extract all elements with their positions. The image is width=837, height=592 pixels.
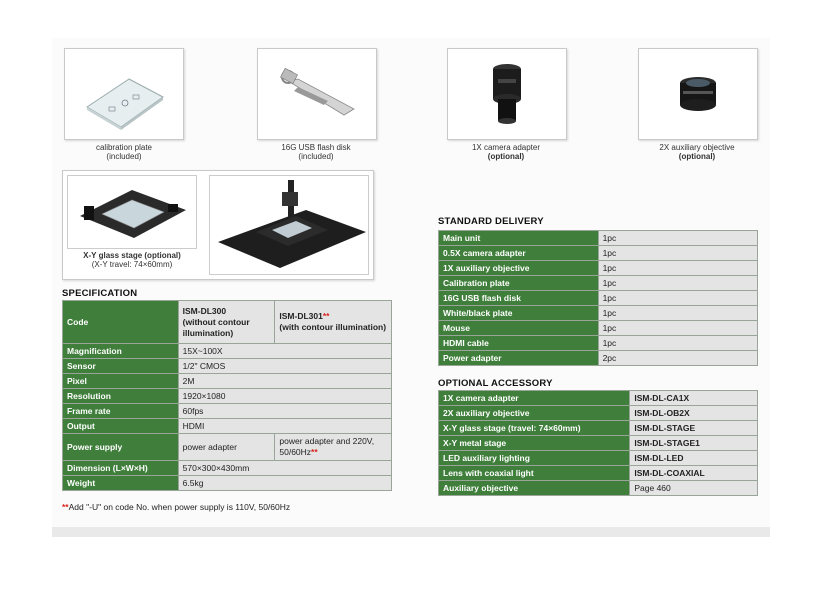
accessory-row bbox=[439, 466, 758, 481]
calibration-plate-image bbox=[65, 49, 183, 139]
delivery-item: Mouse bbox=[439, 321, 599, 336]
accessory-code: ISM-DL-OB2X bbox=[630, 406, 758, 421]
spec-label-power: Power supply bbox=[63, 434, 179, 461]
spec-row-power bbox=[63, 434, 392, 461]
accessory-row bbox=[439, 406, 758, 421]
delivery-item: Power adapter bbox=[439, 351, 599, 366]
accessory-item: X-Y glass stage (travel: 74×60mm) bbox=[439, 421, 630, 436]
spec-power-b-text: power adapter and 220V, 50/60Hz bbox=[279, 436, 375, 457]
delivery-row bbox=[439, 261, 758, 276]
spec-label: Sensor bbox=[63, 359, 179, 374]
spec-row bbox=[63, 476, 392, 491]
accessory-code: ISM-DL-COAXIAL bbox=[630, 466, 758, 481]
delivery-row bbox=[439, 306, 758, 321]
delivery-qty: 1pc bbox=[598, 336, 757, 351]
accessory-item: 1X camera adapter bbox=[439, 391, 630, 406]
delivery-row bbox=[439, 321, 758, 336]
stage-on-stand-image bbox=[210, 176, 368, 274]
delivery-qty: 1pc bbox=[598, 306, 757, 321]
accessory-item: Auxiliary objective bbox=[439, 481, 630, 496]
auxiliary-objective-caption: 2X auxiliary objective (optional) bbox=[659, 143, 735, 161]
accessory-row bbox=[439, 421, 758, 436]
camera-adapter-caption: 1X camera adapter (optional) bbox=[471, 143, 541, 161]
spec-label: Pixel bbox=[63, 374, 179, 389]
spec-row bbox=[63, 419, 392, 434]
spec-label: Magnification bbox=[63, 344, 179, 359]
footnote-star: ** bbox=[62, 502, 69, 512]
delivery-row bbox=[439, 351, 758, 366]
usb-flash-disk-image bbox=[258, 49, 376, 139]
xy-glass-stage-photo bbox=[67, 175, 197, 249]
standard-delivery-table bbox=[438, 230, 758, 366]
standard-delivery-title: STANDARD DELIVERY bbox=[438, 216, 544, 227]
spec-label: Frame rate bbox=[63, 404, 179, 419]
spec-value: 6.5kg bbox=[178, 476, 391, 491]
camera-adapter-image bbox=[448, 49, 566, 139]
delivery-item: Calibration plate bbox=[439, 276, 599, 291]
accessory-row bbox=[439, 391, 758, 406]
spec-label: Output bbox=[63, 419, 179, 434]
optional-accessory-title: OPTIONAL ACCESSORY bbox=[438, 378, 553, 389]
optional-accessory-table bbox=[438, 390, 758, 496]
delivery-qty: 1pc bbox=[598, 291, 757, 306]
model-a-code: ISM-DL300 bbox=[182, 305, 227, 316]
delivery-item: 16G USB flash disk bbox=[439, 291, 599, 306]
accessory-code: ISM-DL-CA1X bbox=[630, 391, 758, 406]
stage-photo-group bbox=[62, 170, 374, 280]
spec-value: HDMI bbox=[178, 419, 391, 434]
delivery-qty: 1pc bbox=[598, 321, 757, 336]
camera-adapter-photo bbox=[447, 48, 567, 140]
spec-value: 570×300×430mm bbox=[178, 461, 391, 476]
delivery-item: 1X auxiliary objective bbox=[439, 261, 599, 276]
model-b-desc: (with contour illumination) bbox=[279, 322, 387, 332]
accessory-code: Page 460 bbox=[630, 481, 758, 496]
bottom-band bbox=[52, 527, 770, 537]
accessory-row bbox=[439, 451, 758, 466]
spec-value: 2M bbox=[178, 374, 391, 389]
delivery-qty: 1pc bbox=[598, 261, 757, 276]
delivery-row bbox=[439, 336, 758, 351]
auxiliary-objective-image bbox=[639, 49, 757, 139]
spec-label: Resolution bbox=[63, 389, 179, 404]
delivery-qty: 1pc bbox=[598, 246, 757, 261]
calibration-plate-photo bbox=[64, 48, 184, 140]
spec-model-a bbox=[178, 301, 275, 344]
delivery-qty: 1pc bbox=[598, 276, 757, 291]
spec-model-b bbox=[275, 301, 392, 344]
delivery-item: HDMI cable bbox=[439, 336, 599, 351]
accessory-item: X-Y metal stage bbox=[439, 436, 630, 451]
delivery-item: White/black plate bbox=[439, 306, 599, 321]
model-b-code: ISM-DL301 bbox=[279, 311, 323, 321]
calibration-plate-caption: calibration plate (included) bbox=[95, 143, 153, 161]
accessory-code: ISM-DL-STAGE1 bbox=[630, 436, 758, 451]
spec-label-code: Code bbox=[63, 301, 179, 344]
accessory-row bbox=[439, 481, 758, 496]
accessory-item: LED auxiliary lighting bbox=[439, 451, 630, 466]
spec-row-code bbox=[63, 301, 392, 344]
model-a-desc: (without contour illumination) bbox=[182, 316, 250, 338]
delivery-qty: 2pc bbox=[598, 351, 757, 366]
delivery-row bbox=[439, 291, 758, 306]
delivery-item: 0.5X camera adapter bbox=[439, 246, 599, 261]
spec-power-b bbox=[275, 434, 392, 461]
spec-label: Dimension (L×W×H) bbox=[63, 461, 179, 476]
model-b-star: ** bbox=[322, 311, 330, 321]
delivery-qty: 1pc bbox=[598, 231, 757, 246]
stage-on-stand-photo bbox=[209, 175, 369, 275]
specification-title: SPECIFICATION bbox=[62, 288, 138, 299]
spec-row bbox=[63, 359, 392, 374]
spec-label: Weight bbox=[63, 476, 179, 491]
spec-row bbox=[63, 344, 392, 359]
spec-power-a: power adapter bbox=[178, 434, 275, 461]
accessory-code: ISM-DL-LED bbox=[630, 451, 758, 466]
accessory-item: Lens with coaxial light bbox=[439, 466, 630, 481]
delivery-item: Main unit bbox=[439, 231, 599, 246]
footnote-text: Add "-U" on code No. when power supply is 110V, 50/60Hz bbox=[68, 502, 291, 512]
spec-value: 15X~100X bbox=[178, 344, 391, 359]
specification-footnote bbox=[62, 502, 290, 512]
spec-row bbox=[63, 374, 392, 389]
spec-value: 1920×1080 bbox=[178, 389, 391, 404]
delivery-row bbox=[439, 246, 758, 261]
delivery-row bbox=[439, 231, 758, 246]
spec-value: 60fps bbox=[178, 404, 391, 419]
accessory-code: ISM-DL-STAGE bbox=[630, 421, 758, 436]
accessory-item: 2X auxiliary objective bbox=[439, 406, 630, 421]
auxiliary-objective-photo bbox=[638, 48, 758, 140]
usb-flash-disk-photo bbox=[257, 48, 377, 140]
specification-table bbox=[62, 300, 392, 491]
xy-glass-stage-caption: X-Y glass stage (optional) (X-Y travel: 74×60mm) bbox=[83, 251, 181, 269]
spec-row bbox=[63, 404, 392, 419]
spec-row bbox=[63, 389, 392, 404]
xy-glass-stage-image bbox=[68, 176, 196, 248]
accessory-row bbox=[439, 436, 758, 451]
delivery-row bbox=[439, 276, 758, 291]
spec-value: 1/2" CMOS bbox=[178, 359, 391, 374]
spec-power-star: ** bbox=[311, 447, 318, 457]
usb-flash-disk-caption: 16G USB flash disk (included) bbox=[281, 143, 351, 161]
spec-row bbox=[63, 461, 392, 476]
